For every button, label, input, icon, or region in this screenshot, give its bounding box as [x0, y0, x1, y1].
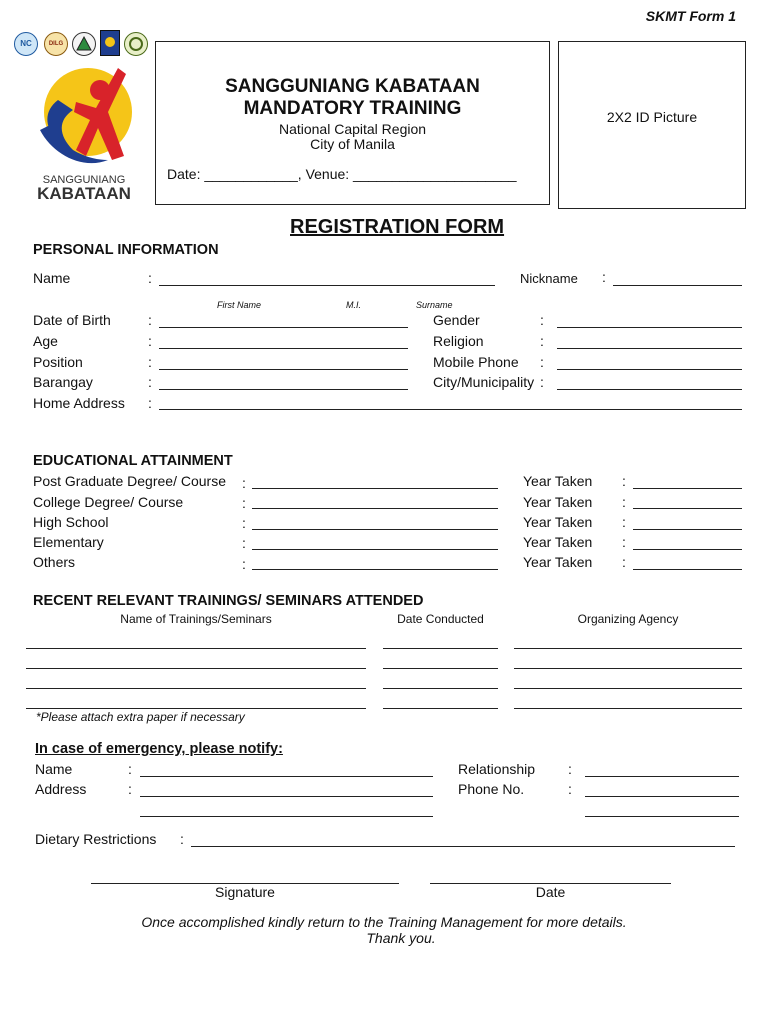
- emergency-address-colon: :: [128, 781, 132, 797]
- dietary-colon: :: [180, 831, 184, 847]
- city-label: City/Municipality: [433, 374, 535, 390]
- edu-college-label: College Degree/ Course: [33, 494, 184, 510]
- id-picture-box[interactable]: [558, 41, 746, 209]
- barangay-label: Barangay: [33, 374, 93, 390]
- relationship-field[interactable]: [585, 776, 739, 777]
- name-colon: :: [148, 270, 152, 286]
- dob-colon: :: [148, 312, 152, 328]
- training-agency-field[interactable]: [514, 688, 742, 689]
- sk-logo-icon: [28, 60, 140, 175]
- edu-year-colon: :: [622, 554, 626, 570]
- sk-logo: [28, 60, 140, 203]
- training-agency-field[interactable]: [514, 708, 742, 709]
- phone-field-2[interactable]: [585, 816, 739, 817]
- home-address-label: Home Address: [33, 395, 125, 411]
- religion-label: Religion: [433, 333, 484, 349]
- name-field[interactable]: [159, 285, 495, 286]
- edu-year-label: Year Taken: [523, 554, 593, 570]
- edu-college-field[interactable]: [252, 508, 498, 509]
- training-name-field[interactable]: [26, 648, 366, 649]
- edu-elementary-field[interactable]: [252, 549, 498, 550]
- seal-shield-icon: [100, 30, 120, 56]
- edu-year-field[interactable]: [633, 488, 742, 489]
- trainings-col-date: Date Conducted: [397, 612, 484, 626]
- training-date-field[interactable]: [383, 688, 498, 689]
- age-field[interactable]: [159, 348, 408, 349]
- edu-colon: :: [242, 556, 246, 572]
- dob-label: Date of Birth: [33, 312, 111, 328]
- age-colon: :: [148, 333, 152, 349]
- training-name-field[interactable]: [26, 688, 366, 689]
- edu-others-label: Others: [33, 554, 76, 570]
- form-id: SKMT Form 1: [645, 8, 736, 24]
- edu-year-field[interactable]: [633, 529, 742, 530]
- sk-logo-line2: KABATAAN: [37, 184, 131, 203]
- phone-field[interactable]: [585, 796, 739, 797]
- home-address-field[interactable]: [159, 409, 742, 410]
- dietary-label: Dietary Restrictions: [35, 831, 157, 847]
- edu-year-label: Year Taken: [523, 473, 593, 489]
- title-line2: MANDATORY TRAINING: [243, 98, 462, 119]
- edu-post-graduate-field[interactable]: [252, 488, 498, 489]
- relationship-label: Relationship: [458, 761, 536, 777]
- trainings-note: *Please attach extra paper if necessary: [36, 710, 245, 724]
- id-picture-label: 2X2 ID Picture: [606, 109, 698, 125]
- seal-dilg-icon: [44, 32, 68, 56]
- age-label: Age: [33, 333, 58, 349]
- edu-colon: :: [242, 515, 246, 531]
- emergency-heading: In case of emergency, please notify:: [35, 741, 283, 757]
- sk-logo-line1: SANGGUNIANG: [42, 174, 126, 186]
- footer-line2: Thank you.: [366, 930, 436, 946]
- training-name-field[interactable]: [26, 668, 366, 669]
- edu-year-colon: :: [622, 514, 626, 530]
- phone-colon: :: [568, 781, 572, 797]
- signature-label: Signature: [215, 884, 275, 900]
- footer-line1: Once accomplished kindly return to the Training Management for more details.: [141, 914, 627, 930]
- first-name-hint: First Name: [217, 300, 262, 310]
- position-colon: :: [148, 354, 152, 370]
- mobile-field[interactable]: [557, 369, 742, 370]
- emergency-address-label: Address: [35, 781, 87, 797]
- nickname-field[interactable]: [613, 285, 742, 286]
- edu-year-field[interactable]: [633, 508, 742, 509]
- religion-colon: :: [540, 333, 544, 349]
- edu-elementary-label: Elementary: [33, 534, 104, 550]
- edu-colon: :: [242, 535, 246, 551]
- position-field[interactable]: [159, 369, 408, 370]
- title-line1: SANGGUNIANG KABATAAN: [225, 76, 480, 97]
- emergency-address-field[interactable]: [140, 796, 433, 797]
- dob-field[interactable]: [159, 327, 408, 328]
- nickname-label: Nickname: [520, 271, 578, 286]
- training-agency-field[interactable]: [514, 648, 742, 649]
- barangay-colon: :: [148, 374, 152, 390]
- seal-dilg-text: DILG: [48, 41, 64, 47]
- date-label: Date: [535, 884, 566, 900]
- edu-year-colon: :: [622, 473, 626, 489]
- religion-field[interactable]: [557, 348, 742, 349]
- emergency-name-label: Name: [35, 761, 73, 777]
- edu-year-label: Year Taken: [523, 534, 593, 550]
- education-heading: EDUCATIONAL ATTAINMENT: [33, 453, 233, 469]
- emergency-address-field-2[interactable]: [140, 816, 433, 817]
- trainings-col-agency: Organizing Agency: [577, 612, 679, 626]
- emergency-name-field[interactable]: [140, 776, 433, 777]
- surname-hint: Surname: [416, 300, 453, 310]
- seal-triangle-icon: [72, 32, 96, 56]
- region-text: National Capital Region: [278, 121, 427, 137]
- edu-year-field[interactable]: [633, 569, 742, 570]
- edu-year-label: Year Taken: [523, 514, 593, 530]
- edu-others-field[interactable]: [252, 569, 498, 570]
- gender-colon: :: [540, 312, 544, 328]
- mobile-label: Mobile Phone: [433, 354, 519, 370]
- city-field[interactable]: [557, 389, 742, 390]
- phone-label: Phone No.: [458, 781, 525, 797]
- edu-year-field[interactable]: [633, 549, 742, 550]
- name-label: Name: [33, 270, 71, 286]
- gender-label: Gender: [433, 312, 480, 328]
- edu-year-colon: :: [622, 494, 626, 510]
- edu-high-school-field[interactable]: [252, 529, 498, 530]
- edu-high-school-label: High School: [33, 514, 109, 530]
- edu-year-label: Year Taken: [523, 494, 593, 510]
- header-box: [155, 41, 550, 205]
- trainings-heading: RECENT RELEVANT TRAININGS/ SEMINARS ATTENDED: [33, 593, 424, 609]
- date-venue-line[interactable]: Date: ____________, Venue: _____________________: [167, 166, 517, 182]
- city-text: City of Manila: [310, 136, 395, 152]
- edu-post-graduate-label: Post Graduate Degree/ Course: [33, 473, 226, 489]
- emergency-name-colon: :: [128, 761, 132, 777]
- city-colon: :: [540, 374, 544, 390]
- trainings-col-name: Name of Trainings/Seminars: [120, 612, 272, 626]
- position-label: Position: [33, 354, 83, 370]
- seal-green-icon: [124, 32, 148, 56]
- relationship-colon: :: [568, 761, 572, 777]
- training-date-field[interactable]: [383, 668, 498, 669]
- training-name-field[interactable]: [26, 708, 366, 709]
- barangay-field[interactable]: [159, 389, 408, 390]
- training-date-field[interactable]: [383, 648, 498, 649]
- gender-field[interactable]: [557, 327, 742, 328]
- home-address-colon: :: [148, 395, 152, 411]
- mi-hint: M.I.: [346, 300, 361, 310]
- edu-colon: :: [242, 495, 246, 511]
- edu-year-colon: :: [622, 534, 626, 550]
- training-date-field[interactable]: [383, 708, 498, 709]
- personal-heading: PERSONAL INFORMATION: [33, 242, 219, 258]
- training-agency-field[interactable]: [514, 668, 742, 669]
- seal-nc-text: NC: [20, 39, 32, 48]
- seal-nc-icon: [14, 32, 38, 56]
- mobile-colon: :: [540, 354, 544, 370]
- dietary-field[interactable]: [191, 846, 735, 847]
- edu-colon: :: [242, 475, 246, 491]
- form-title: REGISTRATION FORM: [290, 216, 505, 238]
- nickname-colon: :: [602, 269, 606, 285]
